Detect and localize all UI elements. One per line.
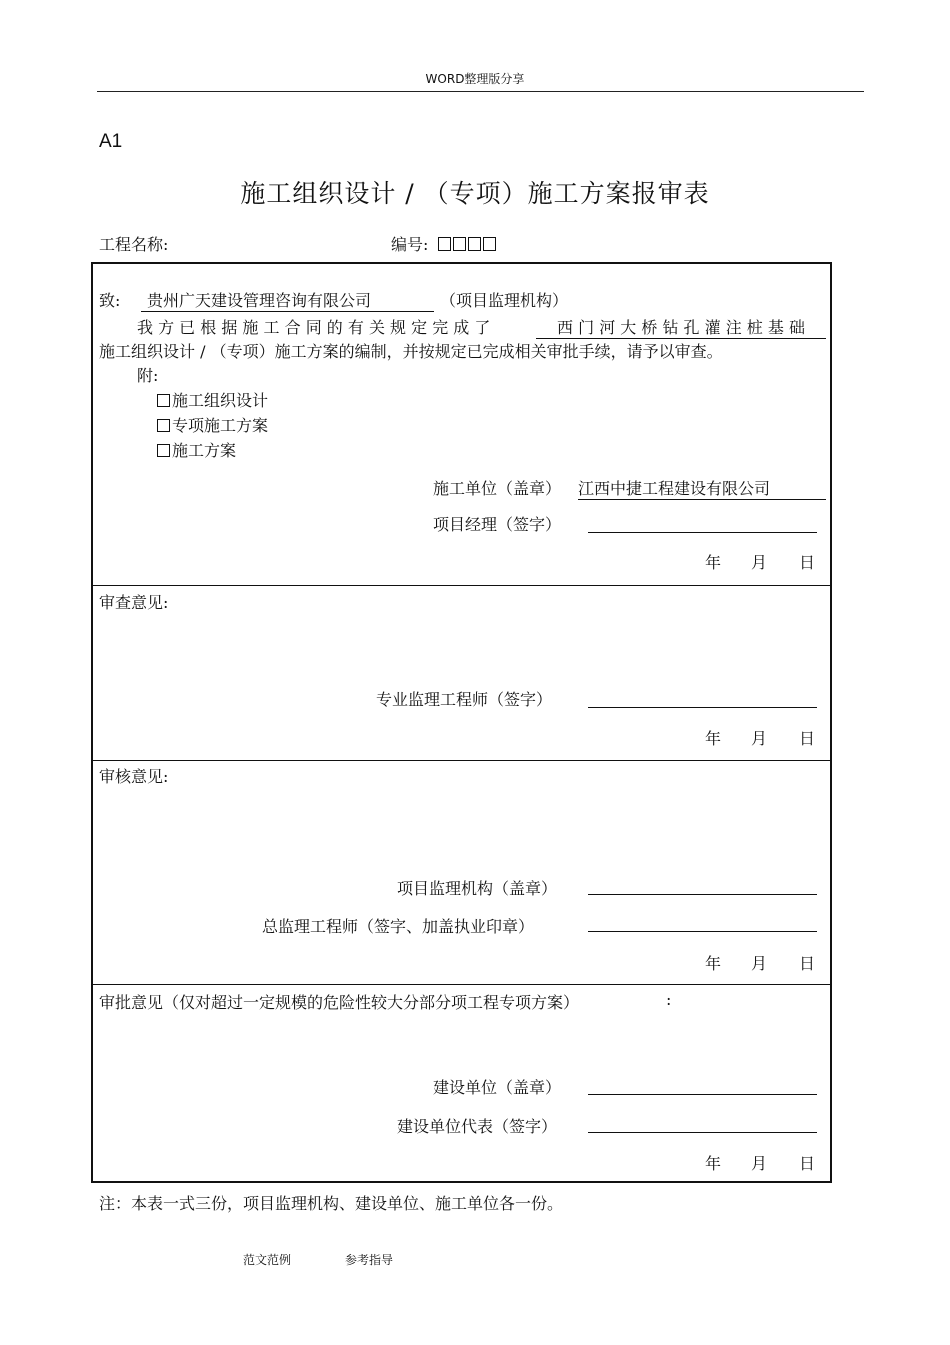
project-manager-label: 项目经理（签字） [433,515,562,534]
signature-line [588,707,817,708]
option-label: 施工方案 [172,441,237,460]
number-box [453,237,466,251]
to-suffix: （项目监理机构） [440,291,569,310]
footer-right: 参考指导 [345,1253,394,1267]
number-box [438,237,451,251]
attach-label: 附: [137,366,159,385]
form-code: A1 [99,131,123,152]
date-row [705,1151,815,1174]
section-divider [93,760,832,761]
date-year: 年 [705,729,722,748]
form-title: 施工组织设计 / （专项）施工方案报审表 [240,179,710,208]
section-divider [93,585,832,586]
checkbox[interactable] [157,394,170,407]
project-name-label: 工程名称: [99,235,169,254]
signature-line [588,1094,817,1095]
number-field [391,232,498,255]
contractor-unit-label: 施工单位（盖章） [433,479,562,498]
header-divider [97,91,864,92]
date-month: 月 [751,729,768,748]
approval-opinion-label: 审批意见（仅对超过一定规模的危险性较大分部分项工程专项方案） [99,993,580,1012]
supervision-org-label: 项目监理机构（盖章） [397,879,558,898]
form-note: 注：本表一式三份，项目监理机构、建设单位、施工单位各一份。 [99,1194,564,1213]
date-day: 日 [799,954,816,973]
date-year: 年 [705,553,722,572]
section-divider [93,984,832,985]
option-label: 施工组织设计 [172,391,269,410]
number-boxes [438,235,498,254]
option-label: 专项施工方案 [172,416,269,435]
date-month: 月 [751,553,768,572]
page-header: WORD整理版分享 [425,72,525,86]
date-day: 日 [799,1154,816,1173]
footer-left: 范文范例 [243,1253,292,1267]
signature-line [588,931,817,932]
number-box [468,237,481,251]
to-label: 致: [99,291,121,310]
number-box [483,237,496,251]
to-recipient: 贵州广天建设管理咨询有限公司 [141,288,434,312]
date-year: 年 [705,954,722,973]
date-month: 月 [751,954,768,973]
number-label: 编号: [391,235,429,254]
date-day: 日 [799,729,816,748]
date-month: 月 [751,1154,768,1173]
signature-line [588,532,817,533]
review-opinion-label: 审查意见: [99,593,169,612]
checkbox[interactable] [157,444,170,457]
option-item [157,413,268,436]
audit-opinion-label: 审核意见: [99,767,169,786]
option-item [157,388,268,411]
date-day: 日 [799,553,816,572]
owner-unit-label: 建设单位（盖章） [433,1078,562,1097]
owner-rep-label: 建设单位代表（签字） [397,1117,558,1136]
body-prefix: 我 方 已 根 据 施 工 合 同 的 有 关 规 定 完 成 了 [137,318,491,337]
approval-colon: : [666,990,672,1009]
checkbox[interactable] [157,419,170,432]
date-row [705,951,815,974]
signature-line [588,894,817,895]
date-row [705,726,815,749]
chief-engineer-label: 总监理工程师（签字、加盖执业印章） [262,917,535,936]
date-row [705,550,815,573]
body-rest: 施工组织设计 / （专项）施工方案的编制，并按规定已完成相关审批手续，请予以审查。 [99,342,723,361]
signature-line [588,1132,817,1133]
option-item [157,438,236,461]
specialist-engineer-label: 专业监理工程师（签字） [376,690,553,709]
date-year: 年 [705,1154,722,1173]
contractor-unit-value: 江西中捷工程建设有限公司 [578,476,826,500]
body-project-name: 西 门 河 大 桥 钻 孔 灌 注 桩 基 础 [536,315,826,339]
